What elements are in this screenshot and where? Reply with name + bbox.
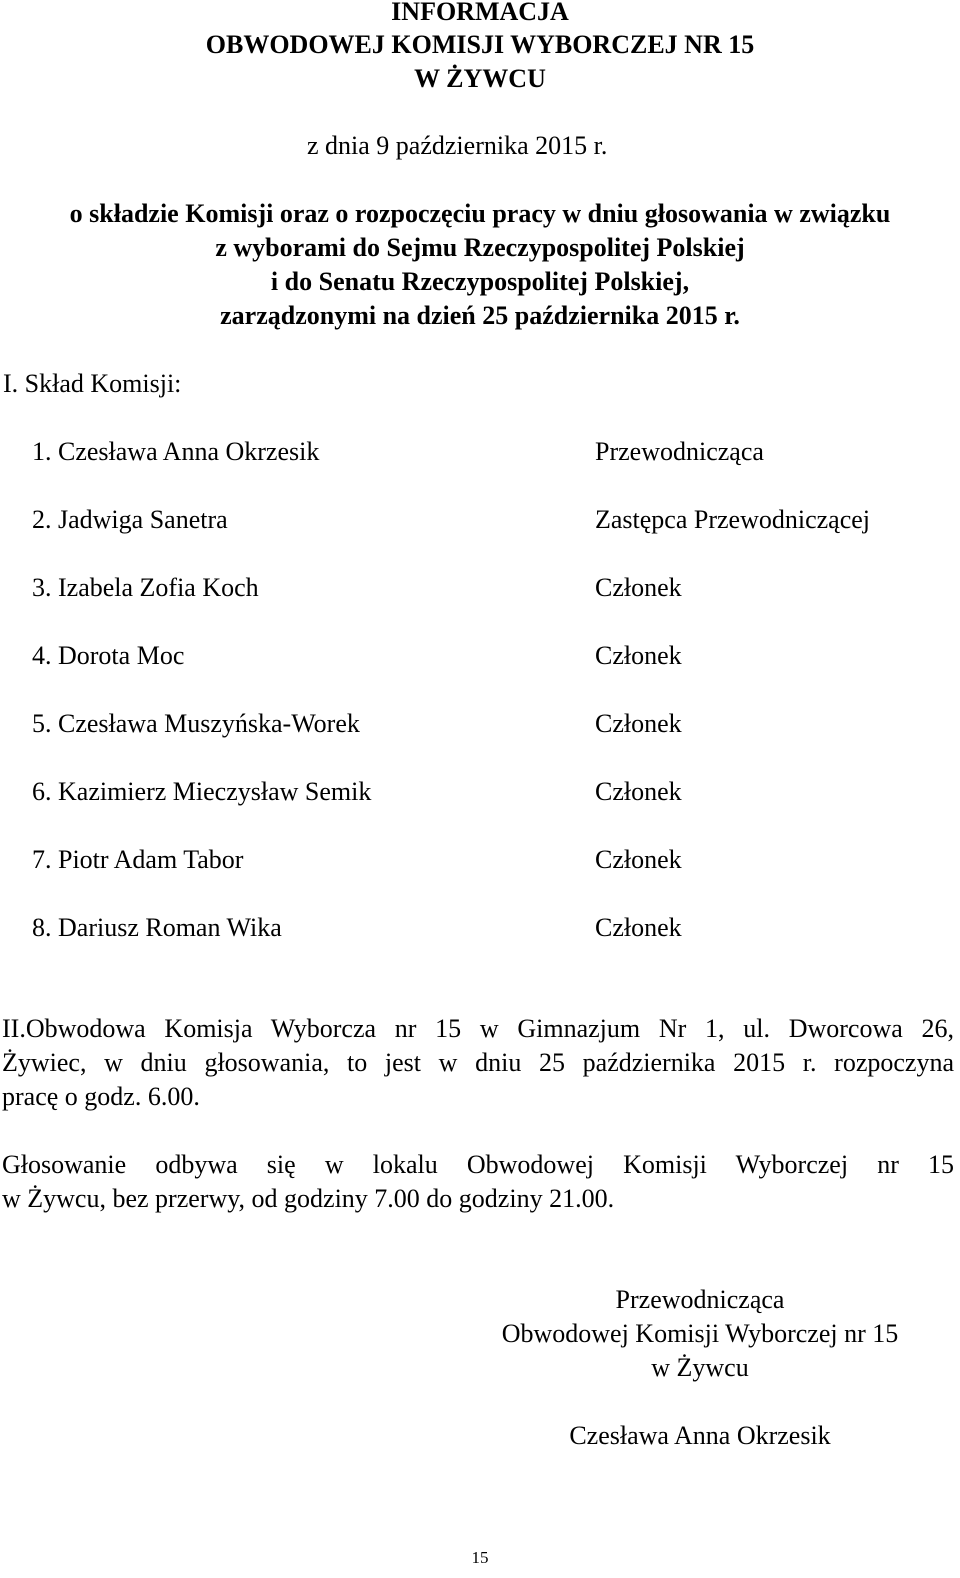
section2-line1: II.Obwodowa Komisja Wyborcza nr 15 w Gimnazjum Nr 1, ul. Dworcowa 26, bbox=[2, 1014, 954, 1043]
member-role: Przewodnicząca bbox=[595, 437, 764, 466]
voting-line1: Głosowanie odbywa się w lokalu Obwodowej Komisji Wyborczej nr 15 bbox=[2, 1150, 954, 1179]
member-name: 5. Czesława Muszyńska-Worek bbox=[32, 709, 360, 738]
member-name: 4. Dorota Moc bbox=[32, 641, 185, 670]
member-name: 1. Czesława Anna Okrzesik bbox=[32, 437, 320, 466]
member-role: Członek bbox=[595, 777, 682, 806]
document-title-line2: OBWODOWEJ KOMISJI WYBORCZEJ NR 15 bbox=[205, 30, 755, 59]
page-number: 15 bbox=[471, 1548, 489, 1567]
member-name: 3. Izabela Zofia Koch bbox=[32, 573, 259, 602]
member-name: 7. Piotr Adam Tabor bbox=[32, 845, 244, 874]
document-date: z dnia 9 października 2015 r. bbox=[307, 131, 608, 160]
subject-line2: z wyborami do Sejmu Rzeczypospolitej Polskiej bbox=[215, 233, 745, 262]
member-name: 6. Kazimierz Mieczysław Semik bbox=[32, 777, 372, 806]
member-role: Członek bbox=[595, 573, 682, 602]
member-role: Członek bbox=[595, 641, 682, 670]
member-role: Zastępca Przewodniczącej bbox=[595, 505, 871, 534]
signature-name: Czesława Anna Okrzesik bbox=[569, 1421, 831, 1450]
section2-line2: Żywiec, w dniu głosowania, to jest w dniu 25 października 2015 r. rozpoczyna bbox=[2, 1048, 954, 1077]
voting-line2: w Żywcu, bez przerwy, od godziny 7.00 do godziny 21.00. bbox=[2, 1184, 615, 1213]
member-name: 8. Dariusz Roman Wika bbox=[32, 913, 282, 942]
signature-body-line2: w Żywcu bbox=[651, 1353, 749, 1382]
subject-line1: o składzie Komisji oraz o rozpoczęciu pracy w dniu głosowania w związku bbox=[69, 199, 891, 228]
subject-line3: i do Senatu Rzeczypospolitej Polskiej, bbox=[270, 267, 690, 296]
member-role: Członek bbox=[595, 709, 682, 738]
document-title-line1: INFORMACJA bbox=[391, 0, 569, 26]
signature-body-line1: Obwodowej Komisji Wyborczej nr 15 bbox=[501, 1319, 899, 1348]
member-name: 2. Jadwiga Sanetra bbox=[32, 505, 228, 534]
section2-line3: pracę o godz. 6.00. bbox=[2, 1082, 200, 1111]
signature-role: Przewodnicząca bbox=[615, 1285, 785, 1314]
subject-line4: zarządzonymi na dzień 25 października 2015 r. bbox=[220, 301, 740, 330]
member-role: Członek bbox=[595, 845, 682, 874]
section1-heading: I. Skład Komisji: bbox=[3, 369, 182, 398]
member-role: Członek bbox=[595, 913, 682, 942]
document-title-line3: W ŻYWCU bbox=[414, 64, 546, 93]
